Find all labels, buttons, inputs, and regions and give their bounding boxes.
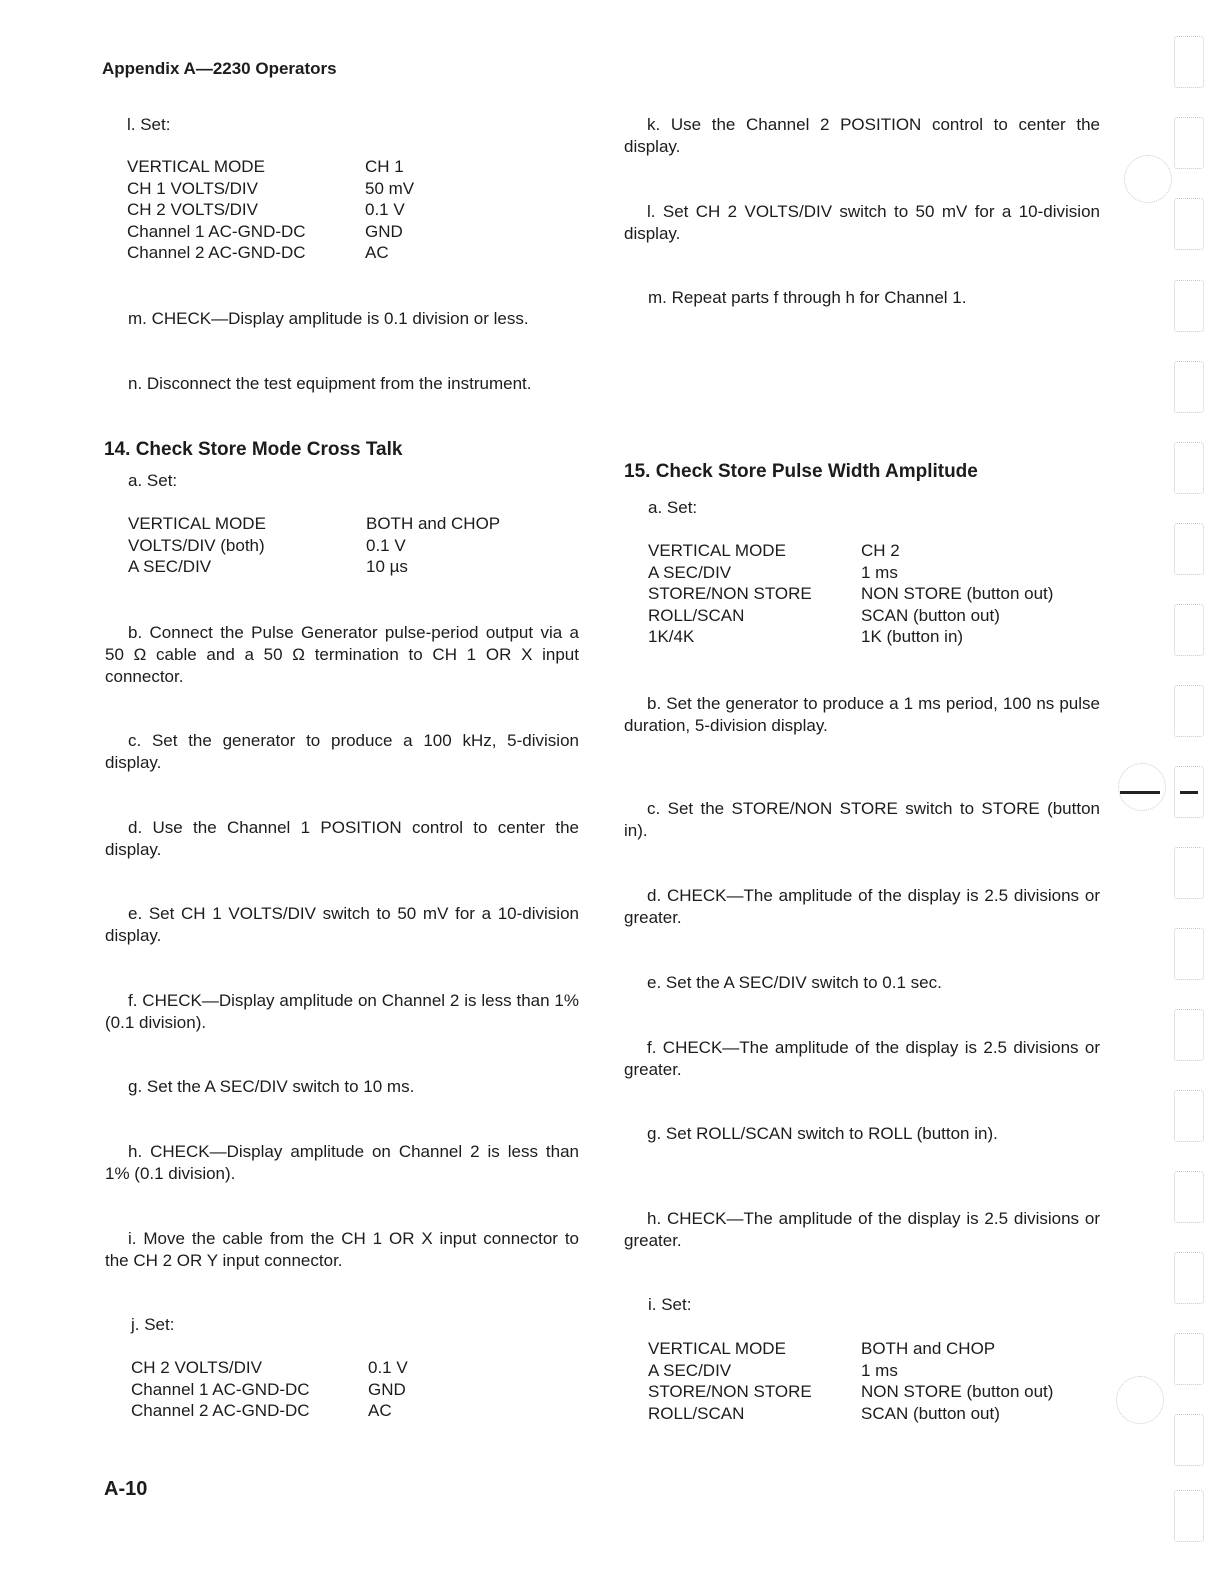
binding-mark	[1174, 523, 1204, 575]
section-15-heading: 15. Check Store Pulse Width Amplitude	[624, 461, 978, 482]
settings-row	[131, 1357, 408, 1379]
setting-value: 1 ms	[861, 562, 898, 582]
step-m-left: m. CHECK—Display amplitude is 0.1 division or less.	[128, 309, 529, 328]
setting-value: 10 µs	[366, 557, 408, 577]
setting-value: NON STORE (button out)	[861, 584, 1054, 604]
step-d-right: d. CHECK—The amplitude of the display is 2.5 divisions or greater.	[624, 886, 1100, 927]
section-14-heading: 14. Check Store Mode Cross Talk	[104, 439, 403, 460]
setting-control: VERTICAL MODE	[648, 1339, 786, 1358]
setting-control: Channel 2 AC-GND-DC	[131, 1401, 310, 1421]
step-i-left: i. Move the cable from the CH 1 OR X input connector to the CH 2 OR Y input connector.	[105, 1229, 579, 1270]
settings-row	[127, 199, 414, 221]
setting-control: 1K/4K	[648, 627, 695, 647]
step-h-left: h. CHECK—Display amplitude on Channel 2 is less than 1% (0.1 division).	[105, 1142, 579, 1183]
binding-mark	[1174, 604, 1204, 656]
settings-row	[127, 221, 414, 243]
step-j-label: j. Set:	[131, 1315, 175, 1334]
settings-table-a-right	[648, 540, 1053, 648]
binding-mark	[1174, 1414, 1204, 1466]
setting-value: BOTH and CHOP	[366, 514, 501, 533]
step-e-left: e. Set CH 1 VOLTS/DIV switch to 50 mV for a 10-division display.	[105, 904, 579, 945]
setting-value: 50 mV	[365, 178, 415, 198]
center-mark	[1180, 791, 1198, 794]
binding-mark	[1174, 928, 1204, 980]
setting-value: NON STORE (button out)	[861, 1382, 1054, 1402]
setting-value: GND	[365, 221, 403, 241]
binding-mark	[1174, 280, 1204, 332]
setting-control: Channel 1 AC-GND-DC	[127, 221, 306, 241]
settings-row	[648, 583, 1053, 605]
settings-row	[648, 540, 1053, 562]
setting-control: A SEC/DIV	[648, 562, 732, 582]
settings-row	[127, 156, 414, 178]
settings-row	[128, 513, 500, 535]
setting-value: 1K (button in)	[861, 627, 964, 647]
settings-table-a-right-body	[648, 540, 1053, 648]
setting-value: SCAN (button out)	[861, 605, 1000, 625]
settings-table-i-right-body	[648, 1338, 1053, 1424]
setting-control: A SEC/DIV	[648, 1360, 732, 1380]
setting-value: GND	[368, 1379, 406, 1399]
setting-control: CH 1 VOLTS/DIV	[127, 178, 258, 198]
binding-mark	[1174, 361, 1204, 413]
step-m-right: m. Repeat parts f through h for Channel 1.	[648, 288, 967, 307]
binding-mark	[1174, 1252, 1204, 1304]
binding-mark	[1174, 847, 1204, 899]
settings-row	[131, 1400, 408, 1422]
settings-table-l-body	[127, 156, 414, 264]
binding-mark	[1174, 1009, 1204, 1061]
setting-control: Channel 2 AC-GND-DC	[127, 243, 306, 263]
step-b-left: b. Connect the Pulse Generator pulse-period output via a 50 Ω cable and a 50 Ω termination to CH 1 OR X input connector.	[105, 623, 579, 686]
setting-control: CH 2 VOLTS/DIV	[127, 200, 258, 220]
binding-mark	[1174, 1171, 1204, 1223]
setting-value: SCAN (button out)	[861, 1403, 1000, 1423]
step-n-left: n. Disconnect the test equipment from the instrument.	[128, 374, 532, 393]
settings-row	[127, 178, 414, 200]
setting-value: CH 2	[861, 541, 900, 560]
setting-control: VERTICAL MODE	[127, 157, 265, 176]
binding-mark	[1174, 1490, 1204, 1542]
settings-row	[128, 535, 500, 557]
settings-table-l	[127, 156, 414, 264]
settings-table-j	[131, 1357, 408, 1422]
step-c-left: c. Set the generator to produce a 100 kHz, 5-division display.	[105, 731, 579, 772]
setting-value: AC	[368, 1401, 392, 1421]
setting-control: A SEC/DIV	[128, 557, 212, 577]
step-f-left: f. CHECK—Display amplitude on Channel 2 is less than 1% (0.1 division).	[105, 991, 579, 1032]
settings-table-i-right	[648, 1338, 1053, 1424]
step-c-right: c. Set the STORE/NON STORE switch to STORE (button in).	[624, 799, 1100, 840]
punch-hole	[1124, 155, 1172, 203]
binding-mark	[1174, 1333, 1204, 1385]
settings-table-a-left	[128, 513, 500, 578]
binding-mark	[1174, 117, 1204, 169]
page-number: A-10	[104, 1478, 148, 1500]
step-i-label-right: i. Set:	[648, 1295, 692, 1314]
binding-mark	[1174, 685, 1204, 737]
settings-row	[128, 556, 500, 578]
settings-row	[648, 562, 1053, 584]
punch-hole	[1116, 1376, 1164, 1424]
setting-value: 0.1 V	[366, 535, 406, 555]
setting-control: CH 2 VOLTS/DIV	[131, 1358, 262, 1377]
setting-value: 0.1 V	[368, 1358, 408, 1377]
setting-control: STORE/NON STORE	[648, 584, 812, 604]
settings-row	[131, 1379, 408, 1401]
step-l-label: l. Set:	[127, 115, 171, 134]
step-h-right: h. CHECK—The amplitude of the display is 2.5 divisions or greater.	[624, 1209, 1100, 1250]
settings-row	[648, 1338, 1053, 1360]
setting-value: 0.1 V	[365, 200, 405, 220]
step-l-right: l. Set CH 2 VOLTS/DIV switch to 50 mV for a 10-division display.	[624, 202, 1100, 243]
settings-row	[127, 242, 414, 264]
step-f-right: f. CHECK—The amplitude of the display is 2.5 divisions or greater.	[624, 1038, 1100, 1079]
settings-row	[648, 1360, 1053, 1382]
setting-control: VERTICAL MODE	[128, 514, 266, 533]
page-header: Appendix A—2230 Operators	[102, 59, 337, 78]
binding-mark	[1174, 442, 1204, 494]
setting-value: BOTH and CHOP	[861, 1339, 996, 1358]
step-a-label-right: a. Set:	[648, 498, 698, 517]
setting-control: VOLTS/DIV (both)	[128, 535, 265, 555]
settings-row	[648, 626, 1053, 648]
setting-control: STORE/NON STORE	[648, 1382, 812, 1402]
settings-row	[648, 1403, 1053, 1425]
setting-value: AC	[365, 243, 389, 263]
setting-control: Channel 1 AC-GND-DC	[131, 1379, 310, 1399]
binding-mark	[1174, 36, 1204, 88]
punch-hole	[1118, 763, 1166, 811]
binding-mark	[1174, 1090, 1204, 1142]
settings-row	[648, 1381, 1053, 1403]
settings-row	[648, 605, 1053, 627]
setting-control: ROLL/SCAN	[648, 1403, 745, 1423]
setting-control: VERTICAL MODE	[648, 541, 786, 560]
settings-table-a-left-body	[128, 513, 500, 578]
step-k-right: k. Use the Channel 2 POSITION control to center the display.	[624, 115, 1100, 156]
binding-mark	[1174, 198, 1204, 250]
center-mark	[1120, 791, 1160, 794]
step-g-left: g. Set the A SEC/DIV switch to 10 ms.	[128, 1077, 415, 1096]
step-e-right: e. Set the A SEC/DIV switch to 0.1 sec.	[647, 973, 942, 992]
setting-value: 1 ms	[861, 1360, 898, 1380]
step-a-label-left: a. Set:	[128, 471, 178, 490]
settings-table-j-body	[131, 1357, 408, 1422]
step-d-left: d. Use the Channel 1 POSITION control to center the display.	[105, 818, 579, 859]
step-g-right: g. Set ROLL/SCAN switch to ROLL (button in).	[647, 1124, 998, 1143]
setting-control: ROLL/SCAN	[648, 605, 745, 625]
step-b-right: b. Set the generator to produce a 1 ms period, 100 ns pulse duration, 5-division display.	[624, 694, 1100, 735]
setting-value: CH 1	[365, 157, 404, 176]
